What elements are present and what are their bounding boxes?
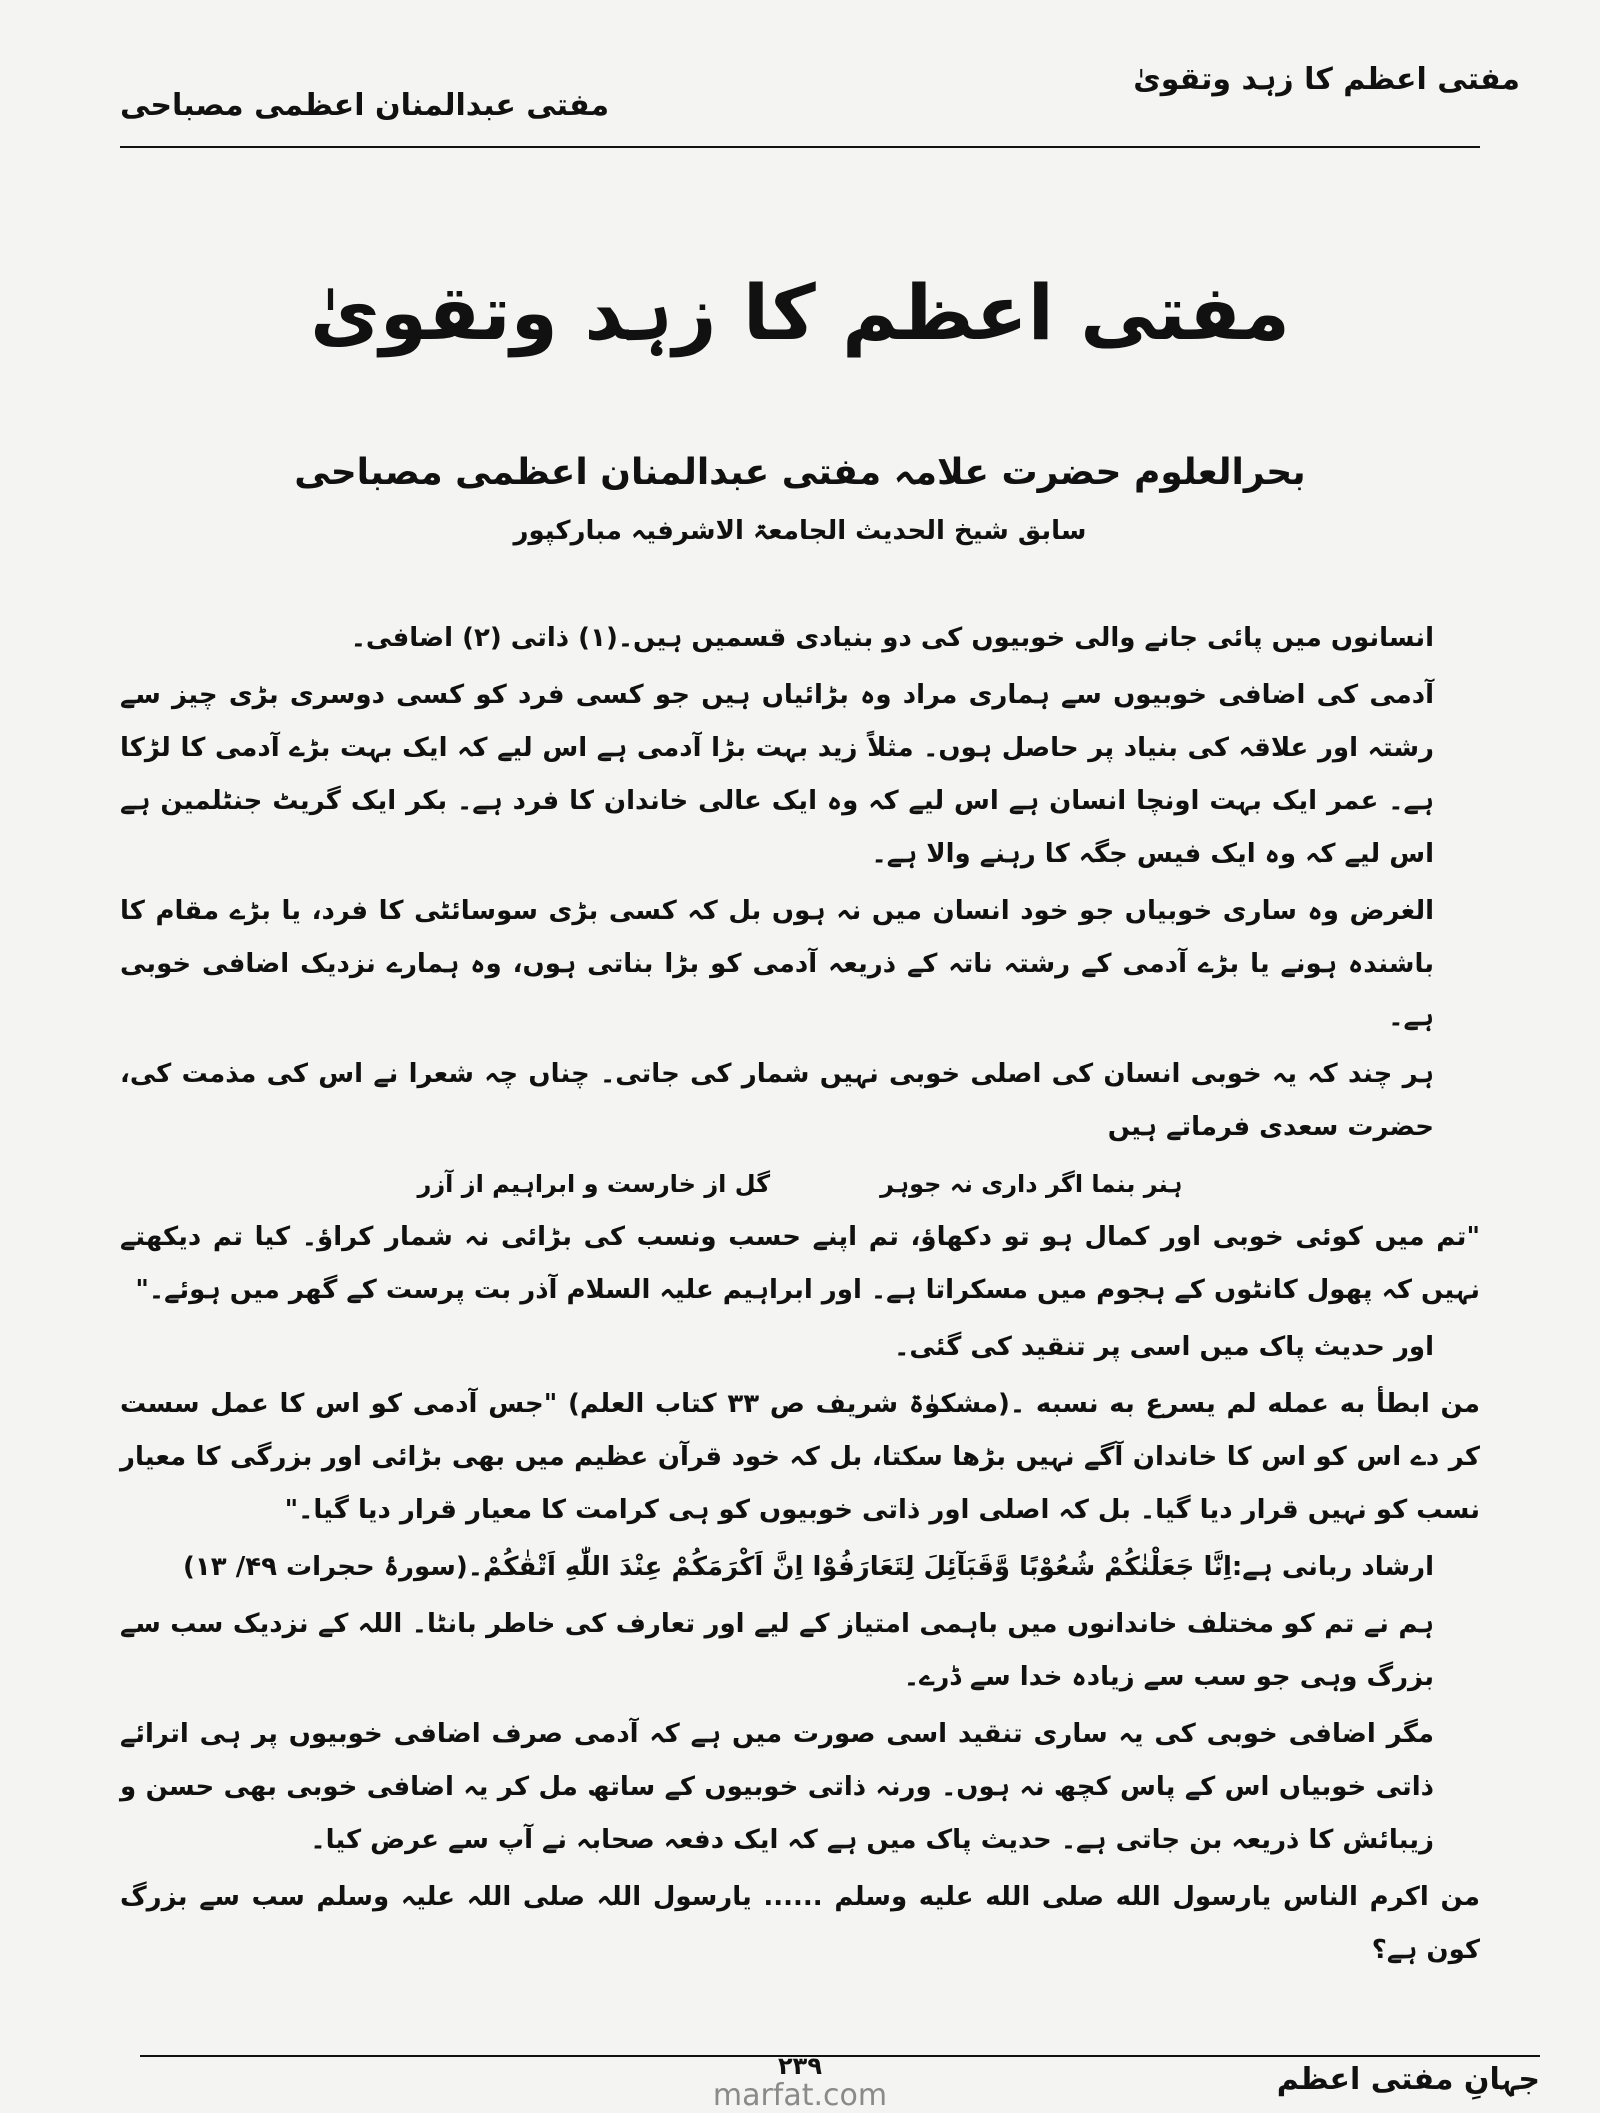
paragraph: مگر اضافی خوبی کی یہ ساری تنقید اسی صورت میں ہے کہ آدمی صرف اضافی خوبیوں پر ہی اترائے ذاتی خوبیاں اس کے پاس کچھ نہ ہوں۔ ورنہ ذاتی خوبیوں کے ساتھ مل کر یہ اضافی خوبی بھی حسن و زیبائش کا ذریعہ بن جاتی ہے۔ حدیث پاک میں ہے کہ ایک دفعہ صحابہ نے آپ سے عرض کیا۔ (120, 1719, 1434, 1855)
paragraph: ہر چند کہ یہ خوبی انسان کی اصلی خوبی نہیں شمار کی جاتی۔ چناں چہ شعرا نے اس کی مذمت کی، حضرت سعدی فرماتے ہیں (120, 1059, 1434, 1142)
hadith-translation: ...... یارسول اللہ صلی اللہ علیہ وسلم سب سے بزرگ کون ہے؟ (120, 1882, 1480, 1965)
footer-book-title: جہانِ مفتی اعظم (1276, 2062, 1540, 2097)
site-watermark: marfat.com (712, 2078, 888, 2113)
persian-verse (120, 1158, 1480, 1211)
verse-second-hemistich: گل از خارست و ابراہیم از آزر (417, 1170, 771, 1198)
running-header (120, 58, 1540, 128)
hadith-arabic: من ابطأ به عمله لم يسرع به نسبه (1035, 1389, 1480, 1419)
paragraph: الغرض وہ ساری خوبیاں جو خود انسان میں نہ ہوں بل کہ کسی بڑی سوسائٹی کا فرد، یا بڑے مقام کا باشندہ ہونے یا بڑے آدمی کے رشتہ ناتہ کے ذریعہ آدمی کو بڑا بناتی ہوں، وہ ہمارے نزدیک اضافی خوبی ہے۔ (120, 896, 1434, 1032)
article-title: مفتی اعظم کا زہد وتقویٰ (310, 268, 1290, 357)
page-number: ۲۳۹ (778, 2052, 822, 2080)
article-author: بحرالعلوم حضرت علامہ مفتی عبدالمنان اعظمی مصباحی (294, 452, 1306, 493)
paragraph: "تم میں کوئی خوبی اور کمال ہو تو دکھاؤ، تم اپنے حسب ونسب کی بڑائی نہ شمار کراؤ۔ کیا تم دیکھتے نہیں کہ پھول کانٹوں کے ہجوم میں مسکراتا ہے۔ اور ابراہیم علیہ السلام آذر بت پرست کے گھر میں ہوئے۔" (120, 1222, 1480, 1305)
running-title: مفتی اعظم کا زہد وتقویٰ (1133, 62, 1520, 97)
quran-paragraph (120, 1541, 1480, 1594)
hadith-paragraph (120, 1378, 1480, 1537)
hadith-paragraph (120, 1871, 1480, 1977)
paragraph: انسانوں میں پائی جانے والی خوبیوں کی دو بنیادی قسمیں ہیں۔(۱) ذاتی (۲) اضافی۔ (350, 623, 1434, 653)
article-body (120, 612, 1480, 1981)
hadith-arabic: من اكرم الناس يارسول الله صلى الله عليه وسلم (834, 1882, 1480, 1912)
running-author: مفتی عبدالمنان اعظمی مصباحی (120, 88, 610, 123)
header-divider (120, 146, 1480, 148)
quran-ayah: اِنَّا جَعَلْنٰكُمْ شُعُوْبًا وَّقَبَآئِلَ لِتَعَارَفُوْا اِنَّ اَكْرَمَكُمْ عِنْدَ اللّٰهِ اَتْقٰكُمْ (482, 1552, 1232, 1582)
quran-translation: ہم نے تم کو مختلف خاندانوں میں باہمی امتیاز کے لیے اور تعارف کی خاطر بانٹا۔ اللہ کے نزدیک سب سے بزرگ وہی جو سب سے زیادہ خدا سے ڈرے۔ (120, 1609, 1434, 1692)
author-designation: سابق شیخ الحدیث الجامعۃ الاشرفیہ مبارکپور (513, 516, 1087, 546)
quran-intro: ارشاد ربانی ہے: (1231, 1552, 1434, 1582)
quran-reference: ۔(سورۂ حجرات ۴۹/ ۱۳) (183, 1552, 483, 1582)
paragraph: آدمی کی اضافی خوبیوں سے ہماری مراد وہ بڑائیاں ہیں جو کسی فرد کو کسی دوسری بڑی چیز سے رشتہ اور علاقہ کی بنیاد پر حاصل ہوں۔ مثلاً زید بہت بڑا آدمی ہے اس لیے کہ ایک بہت بڑے آدمی کا لڑکا ہے۔ عمر ایک بہت اونچا انسان ہے اس لیے کہ وہ ایک عالی خاندان کا فرد ہے۔ بکر ایک گریٹ جنٹلمین ہے اس لیے کہ وہ ایک فیس جگہ کا رہنے والا ہے۔ (120, 680, 1434, 869)
paragraph: اور حدیث پاک میں اسی پر تنقید کی گئی۔ (894, 1332, 1434, 1362)
verse-first-hemistich: ہنر بنما اگر داری نہ جوہر (880, 1170, 1183, 1198)
hadith-translation: ۔(مشکوٰۃ شریف ص ۳۳ کتاب العلم) "جس آدمی کو اس کا عمل سست کر دے اس کو اس کا خاندان آگے نہیں بڑھا سکتا، بل کہ خود قرآن عظیم میں بھی بڑائی اور بزرگی کا معیار نسب کو نہیں قرار دیا گیا۔ بل کہ اصلی اور ذاتی خوبیوں کو ہی کرامت کا معیار قرار دیا گیا۔" (120, 1389, 1480, 1525)
